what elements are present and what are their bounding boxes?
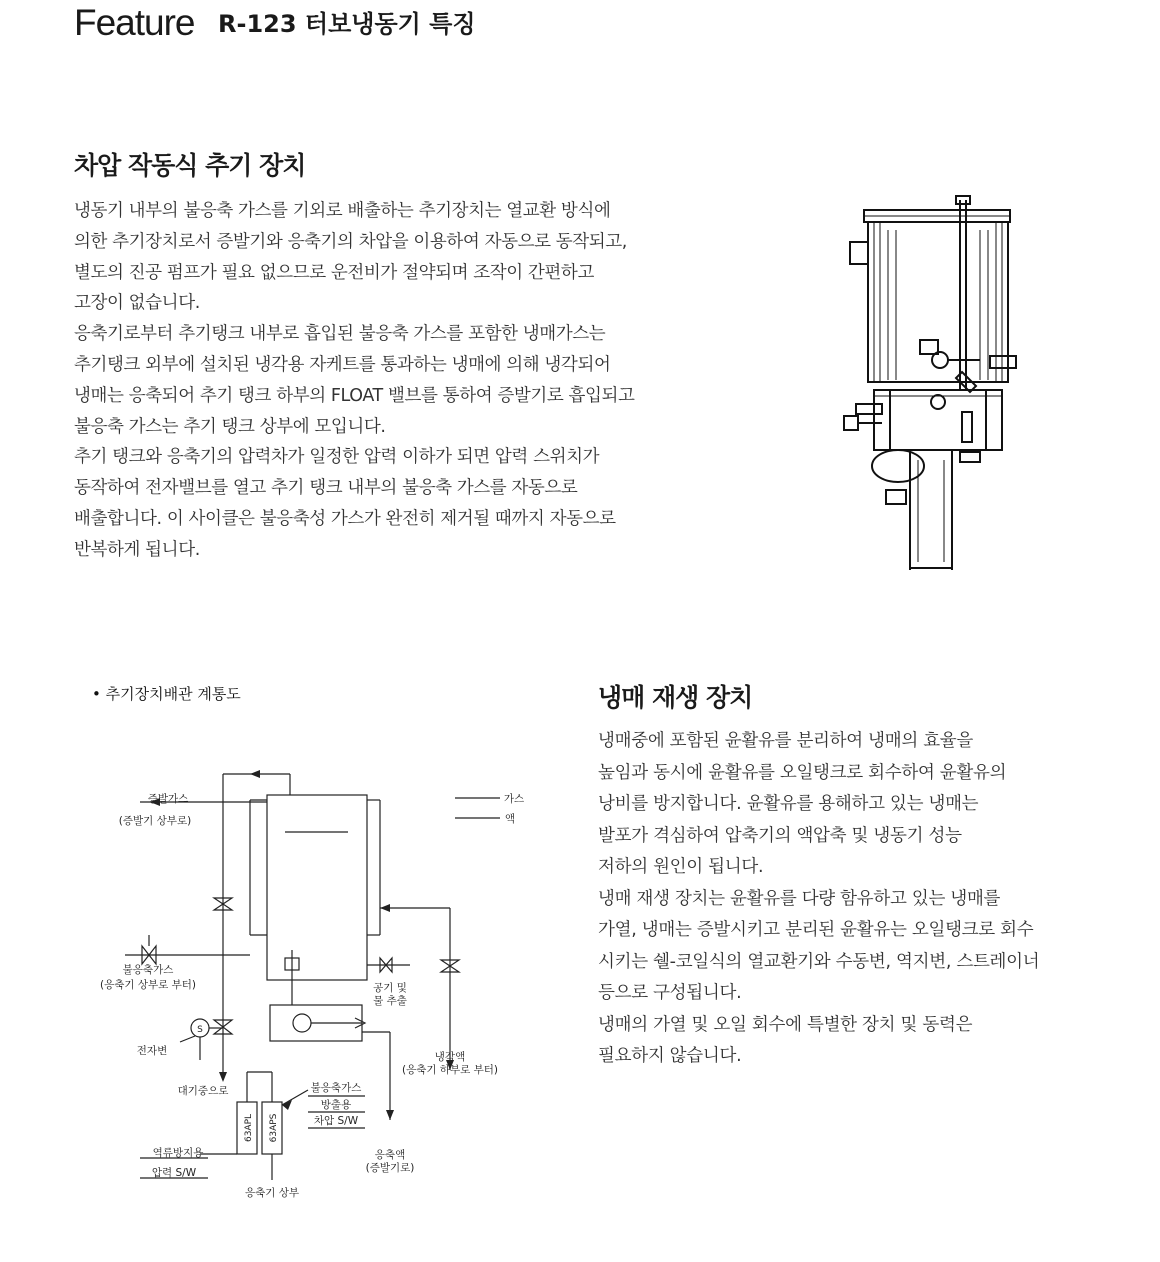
label-solenoid-valve: 전자변 [136,1045,168,1057]
paragraph-line: 배출합니다. 이 사이클은 불응축성 가스가 완전히 제거될 때까지 자동으로 [74,508,616,529]
section2-title: 냉매 재생 장치 [598,683,753,712]
paragraph-line: 냉매중에 포함된 윤활유를 분리하여 냉매의 효율을 [598,731,974,751]
purge-piping-diagram [80,760,540,1210]
paragraph-line: 낭비를 방지합니다. 윤활유를 용해하고 있는 냉매는 [598,794,979,814]
purge-tank [267,795,367,980]
legend-liquid: 액 [504,813,516,825]
label-coolant: 냉각액 [434,1051,466,1063]
paragraph-line: 등으로 구성됩니다. [598,983,742,1003]
paragraph-line: 냉매는 응축되어 추기 탱크 하부의 FLOAT 밸브를 통하여 증발기로 흡입되고 [74,385,635,406]
paragraph-line: 시키는 쉘-코일식의 열교환기와 수동변, 역지변, 스트레이너 [598,951,1040,972]
paragraph-line: 불응축 가스는 추기 탱크 상부에 모입니다. [74,416,386,437]
label-discharge: 불응축가스 [310,1082,362,1094]
switch-63aps: 63APS [269,1113,279,1143]
paragraph-line: 의한 추기장치로서 증발기와 응축기의 차압을 이용하여 자동으로 동작되고, [74,231,627,252]
paragraph-line: 동작하여 전자밸브를 열고 추기 탱크 내부의 불응축 가스를 자동으로 [74,478,578,499]
section1-body [74,196,635,566]
paragraph-line: 추기 탱크와 응축기의 압력차가 일정한 압력 이하가 되면 압력 스위치가 [74,447,600,468]
paragraph-line: 별도의 진공 펌프가 필요 없으므로 운전비가 절약되며 조작이 간편하고 [74,262,594,283]
label-noncond-gas-sub: (응축기 상부로 부터) [99,979,197,991]
paragraph-line: 가열, 냉매는 증발시키고 분리된 윤활유는 오일탱크로 회수 [598,920,1034,940]
paragraph-line: 발포가 격심하여 압축기의 액압축 및 냉동기 성능 [598,825,962,846]
purge-tank-illustration [830,190,1030,580]
label-backflow: 역류방지용 [152,1147,204,1159]
label-discharge-2: 방출용 [320,1099,352,1111]
page-subtitle: R-123 터보냉동기 특징 [218,10,476,38]
legend-gas: 가스 [503,793,525,805]
label-cond-top: 응축기 상부 [244,1187,300,1199]
label-backflow-2: 압력 S/W [151,1167,197,1179]
switch-63apl: 63APL [244,1113,254,1143]
section1-title: 차압 작동식 추기 장치 [74,151,306,180]
label-to-atmosphere: 대기중으로 [177,1085,229,1097]
label-air-water-2: 물 추출 [373,995,407,1007]
label-cond-liquid: 응축액 [374,1149,406,1161]
diagram-caption: • 추기장치배관 계통도 [92,685,241,703]
label-air-water: 공기 및 [373,982,407,994]
paragraph-line: 필요하지 않습니다. [598,1046,742,1066]
feature-heading: Feature [74,2,195,43]
paragraph-line: 높임과 동시에 윤활유를 오일탱크로 회수하여 윤활유의 [598,762,1007,783]
label-evap-gas-sub: (증발기 상부로) [118,815,192,827]
solenoid-symbol: S [197,1025,203,1035]
paragraph-line: 냉매의 가열 및 오일 회수에 특별한 장치 및 동력은 [598,1014,973,1035]
label-cond-liquid-2: (증발기로) [365,1162,415,1174]
label-coolant-sub: (응축기 하부로 부터) [401,1064,499,1076]
paragraph-line: 반복하게 됩니다. [74,539,200,560]
paragraph-line: 냉매 재생 장치는 윤활유를 다량 함유하고 있는 냉매를 [598,888,1001,909]
paragraph-line: 추기탱크 외부에 설치된 냉각용 자케트를 통과하는 냉매에 의해 냉각되어 [74,354,611,375]
label-discharge-3: 차압 S/W [313,1115,359,1127]
label-noncond-gas: 불응축가스 [122,964,174,976]
paragraph-line: 응축기로부터 추기탱크 내부로 흡입된 불응축 가스를 포함한 냉매가스는 [74,324,606,345]
paragraph-line: 고장이 없습니다. [74,293,200,314]
label-evap-gas: 증발가스 [147,793,189,805]
section2-body [598,726,1039,1073]
paragraph-line: 저하의 원인이 됩니다. [598,857,764,877]
paragraph-line: 냉동기 내부의 불응축 가스를 기외로 배출하는 추기장치는 열교환 방식에 [74,201,611,221]
